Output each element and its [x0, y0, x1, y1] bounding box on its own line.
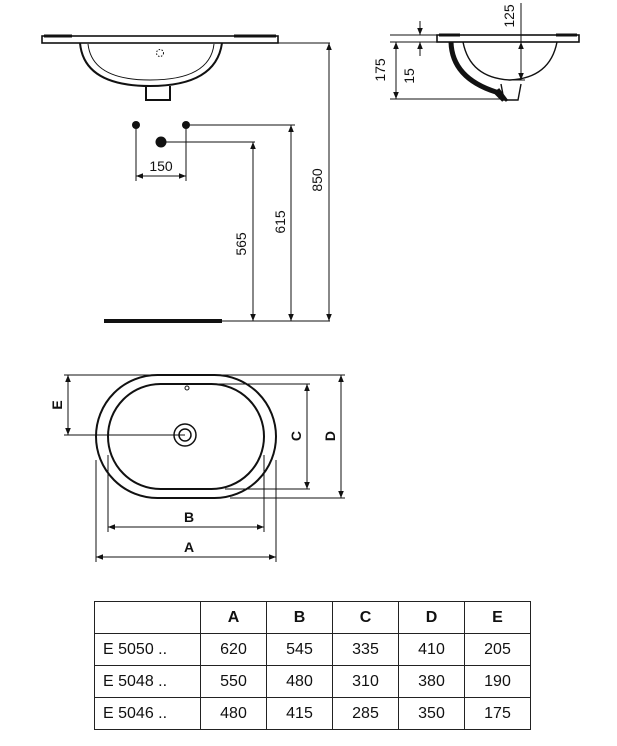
section-basin-wall [451, 42, 504, 100]
plan-view [64, 375, 345, 562]
table-cell-model: E 5046 .. [95, 698, 201, 730]
side-elevation-view [42, 36, 330, 321]
supply-height-value: 615 [272, 210, 288, 234]
rim-height-value: 850 [309, 168, 325, 192]
overall-depth-value: 175 [372, 58, 388, 82]
overflow-hole [185, 386, 189, 390]
table-header-row [95, 602, 531, 634]
tap-spacing-value: 150 [149, 158, 173, 174]
table-cell: 285 [333, 698, 399, 730]
table-cell: 350 [399, 698, 465, 730]
table-cell: 480 [201, 698, 267, 730]
tap-hole-marker [157, 50, 164, 57]
table-row [95, 634, 531, 666]
cross-section-view [390, 3, 579, 101]
table-cell-model: E 5048 .. [95, 666, 201, 698]
table-header-b: B [267, 602, 333, 634]
waste-height-value: 565 [233, 232, 249, 256]
table-cell: 205 [465, 634, 531, 666]
table-cell: 480 [267, 666, 333, 698]
waste-outlet [146, 86, 170, 100]
table-row [95, 666, 531, 698]
table-header-d: D [399, 602, 465, 634]
label-a: A [183, 539, 195, 555]
basin-inner-bowl [108, 384, 264, 489]
label-e: E [49, 400, 65, 410]
table-row [95, 698, 531, 730]
table-cell: 190 [465, 666, 531, 698]
table-cell: 175 [465, 698, 531, 730]
table-header-e: E [465, 602, 531, 634]
rim-thickness-value: 15 [401, 68, 417, 84]
bowl-depth-value: 125 [501, 4, 517, 28]
table-header-a: A [201, 602, 267, 634]
table-cell: 620 [201, 634, 267, 666]
table-cell: 310 [333, 666, 399, 698]
label-c: C [288, 430, 304, 442]
table-cell: 415 [267, 698, 333, 730]
basin-outer-rim [96, 375, 276, 498]
table-header-c: C [333, 602, 399, 634]
section-basin-inner [463, 42, 557, 80]
dimensions-table [94, 601, 531, 730]
table-cell-model: E 5050 .. [95, 634, 201, 666]
label-d: D [322, 430, 338, 442]
table-cell: 380 [399, 666, 465, 698]
table-cell: 545 [267, 634, 333, 666]
table-cell: 335 [333, 634, 399, 666]
label-b: B [183, 509, 195, 525]
basin-bowl-inner [88, 44, 214, 80]
table-header-model [95, 602, 201, 634]
table-cell: 550 [201, 666, 267, 698]
table-cell: 410 [399, 634, 465, 666]
